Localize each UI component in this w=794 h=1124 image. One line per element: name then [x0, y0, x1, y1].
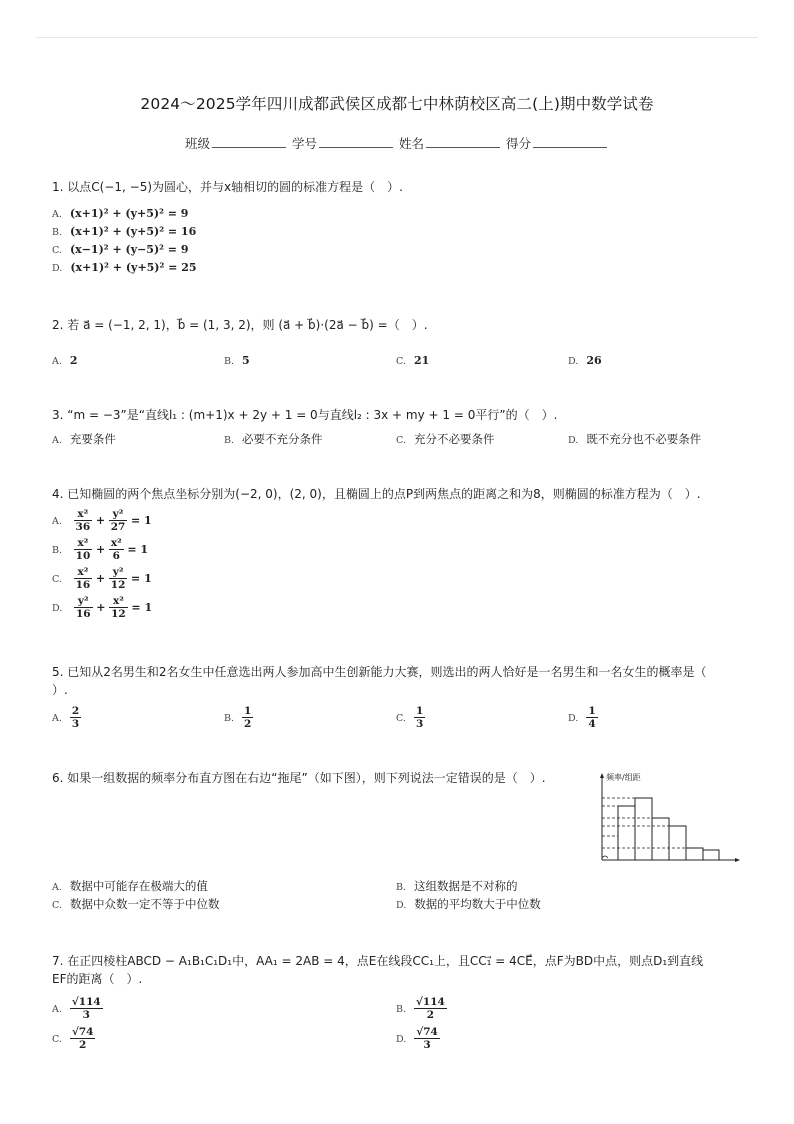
number-label: 学号	[291, 136, 317, 151]
q1-option-c-label: C.	[52, 245, 62, 256]
q5-stem-line1: 5. 已知从2名男生和2名女生中任意选出两人参加高中生创新能力大赛，则选出的两人恰好是一名男生和一名女生的概率是（	[52, 665, 707, 679]
q1-stem: 1. 以点C(−1, −5)为圆心，并与x轴相切的圆的标准方程是（ ）.	[52, 180, 403, 194]
q5-c-num: 1	[415, 705, 424, 717]
q6-option-d-text: 数据的平均数大于中位数	[414, 897, 541, 911]
q4-b-frac1	[74, 537, 93, 562]
q5-d-den: 4	[588, 718, 596, 730]
name-label: 姓名	[398, 136, 424, 151]
q7-b-frac	[414, 996, 447, 1021]
axis-break-mark	[602, 856, 608, 858]
q4-d-frac1-den: 16	[75, 608, 91, 620]
q7-a-den: 3	[82, 1009, 90, 1021]
histogram-bar	[703, 850, 719, 860]
q4-option-d	[52, 595, 152, 620]
q7-stem-line1: 7. 在正四棱柱ABCD − A₁B₁C₁D₁中，AA₁ = 2AB = 4，点E在线段CC₁上，且CC₁⃗ = 4CE⃗，点F为BD中点，则点D₁到直线	[52, 954, 704, 968]
q6-option-d	[396, 896, 541, 914]
q2-option-a-text: 2	[69, 354, 78, 367]
q4-c-frac1-num: x²	[74, 566, 93, 579]
class-label: 班级	[184, 136, 210, 151]
score-label: 得分	[505, 136, 531, 151]
q5-option-c-label: C.	[396, 713, 406, 724]
q7-c-den: 2	[79, 1039, 87, 1051]
q1-option-b-label: B.	[52, 227, 63, 238]
q3-option-d	[568, 431, 701, 449]
q7-d-frac	[414, 1026, 440, 1051]
q5-c-frac	[414, 705, 425, 730]
histogram-ylabel: 频率/组距	[606, 773, 641, 782]
q5-option-b-label: B.	[224, 713, 235, 724]
histogram-bar	[652, 818, 669, 860]
q4-c-frac2	[109, 566, 128, 591]
q5-option-a	[52, 705, 81, 730]
q5-d-num: 1	[588, 705, 596, 717]
q4-option-c	[52, 566, 152, 591]
q5-option-c	[396, 705, 425, 730]
q2-option-b	[224, 352, 250, 370]
q3-option-c-text: 充分不必要条件	[413, 432, 495, 446]
q4-c-frac2-den: 12	[110, 579, 126, 591]
number-blank[interactable]	[319, 135, 393, 148]
histogram-bar	[669, 826, 686, 860]
q4-option-d-label: D.	[52, 603, 63, 614]
q2-option-c	[396, 352, 429, 370]
q2-option-b-label: B.	[224, 356, 235, 367]
q5-option-d	[568, 705, 598, 730]
q5-a-den: 3	[71, 718, 80, 730]
q4-option-c-label: C.	[52, 574, 62, 585]
q4-d-frac1-num: y²	[74, 595, 93, 608]
q4-a-frac1	[74, 508, 93, 533]
q4-c-frac2-num: y²	[109, 566, 128, 579]
page-title: 2024～2025学年四川成都武侯区成都七中林荫校区高二(上)期中数学试卷	[140, 95, 654, 113]
q1-option-d-label: D.	[52, 263, 63, 274]
q7-option-d-label: D.	[396, 1034, 407, 1045]
histogram-bar	[686, 848, 703, 860]
q2-option-c-label: C.	[396, 356, 406, 367]
q6-option-a-label: A.	[52, 882, 62, 893]
q3-option-c-label: C.	[396, 435, 406, 446]
q4-a-frac1-num: x²	[74, 508, 93, 521]
q6-option-c-label: C.	[52, 900, 62, 911]
q3-option-d-text: 既不充分也不必要条件	[586, 432, 702, 446]
q1-option-a	[52, 205, 188, 223]
q7-d-den: 3	[423, 1039, 431, 1051]
q6-option-c-text: 数据中众数一定不等于中位数	[69, 897, 220, 911]
q4-b-frac1-den: 10	[75, 550, 91, 562]
q2-option-c-text: 21	[413, 354, 430, 367]
q7-d-num: √74	[416, 1026, 438, 1038]
q7-b-num: √114	[416, 996, 445, 1008]
q7-option-a-label: A.	[52, 1004, 62, 1015]
q3-option-b-label: B.	[224, 435, 235, 446]
q6-option-b-label: B.	[396, 882, 407, 893]
q4-a-rhs: = 1	[130, 514, 152, 527]
score-blank[interactable]	[533, 135, 607, 148]
student-info-line	[0, 134, 794, 152]
q4-d-frac1	[74, 595, 93, 620]
plus-sign: +	[95, 572, 106, 585]
q5-b-den: 2	[244, 718, 252, 730]
q3-option-a-label: A.	[52, 435, 62, 446]
q2-option-b-text: 5	[242, 354, 250, 367]
q1-option-d	[52, 259, 197, 277]
q7-option-a	[52, 996, 103, 1021]
q7-option-b-label: B.	[396, 1004, 407, 1015]
q5-option-d-label: D.	[568, 713, 579, 724]
q6-option-b	[396, 878, 518, 896]
q4-b-frac2-den: 6	[112, 550, 120, 562]
q6-option-d-label: D.	[396, 900, 407, 911]
q3-option-b	[224, 431, 323, 449]
q4-option-a-label: A.	[52, 516, 62, 527]
q3-stem: 3. “m = −3”是“直线l₁ : (m+1)x + 2y + 1 = 0与直线l₂ : 3x + my + 1 = 0平行”的（ ）.	[52, 408, 558, 422]
q2-option-d	[568, 352, 602, 370]
q2-option-a-label: A.	[52, 356, 62, 367]
plus-sign: +	[95, 543, 106, 556]
q7-a-num: √114	[71, 996, 101, 1008]
q7-b-den: 2	[426, 1009, 435, 1021]
q4-b-frac2-num: x²	[110, 537, 122, 549]
histogram-x-arrow	[735, 858, 740, 862]
q1-option-c-text: (x−1)² + (y−5)² = 9	[69, 243, 189, 256]
q4-b-rhs: = 1	[127, 543, 149, 556]
q5-a-num: 2	[71, 705, 80, 717]
q2-option-a	[52, 352, 78, 370]
q4-a-frac1-den: 36	[75, 521, 91, 533]
q4-a-frac2-den: 27	[110, 521, 126, 533]
q7-option-c	[52, 1026, 95, 1051]
q5-b-frac	[242, 705, 253, 730]
q4-c-rhs: = 1	[131, 572, 152, 585]
q3-option-c	[396, 431, 494, 449]
histogram-figure	[596, 770, 746, 874]
q2-option-d-text: 26	[586, 354, 602, 367]
q5-option-a-label: A.	[52, 713, 62, 724]
q4-option-a	[52, 508, 152, 533]
q4-option-b	[52, 537, 148, 562]
q6-option-c	[52, 896, 219, 914]
q3-option-b-text: 必要不充分条件	[242, 432, 323, 446]
q5-c-den: 3	[415, 718, 424, 730]
q3-option-d-label: D.	[568, 435, 579, 446]
q4-d-frac2-den: 12	[111, 608, 126, 620]
top-divider	[36, 37, 758, 38]
q7-option-b	[396, 996, 447, 1021]
q7-c-num: √74	[71, 1026, 94, 1038]
q4-stem: 4. 已知椭圆的两个焦点坐标分别为(−2, 0)，(2, 0)，且椭圆上的点P到两焦点的距离之和为8，则椭圆的标准方程为（ ）.	[52, 487, 701, 501]
histogram-bar	[635, 798, 652, 860]
q5-a-frac	[70, 705, 81, 730]
name-blank[interactable]	[426, 135, 500, 148]
histogram-svg	[596, 770, 746, 870]
q1-option-d-text: (x+1)² + (y+5)² = 25	[70, 261, 197, 274]
q7-c-frac	[70, 1026, 96, 1051]
q1-option-b-text: (x+1)² + (y+5)² = 16	[70, 225, 197, 238]
q4-a-frac2	[109, 508, 128, 533]
plus-sign: +	[96, 601, 106, 614]
q3-option-a	[52, 431, 116, 449]
q2-stem: 2. 若 a⃗ = (−1, 2, 1)，b⃗ = (1, 3, 2)，则 (a⃗ + b⃗)·(2a⃗ − b⃗) =（ ）.	[52, 318, 428, 332]
class-blank[interactable]	[212, 135, 286, 148]
q1-option-b	[52, 223, 196, 241]
q7-stem-line2: EF的距离（ ）.	[52, 972, 143, 986]
q4-option-b-label: B.	[52, 545, 63, 556]
q7-option-c-label: C.	[52, 1034, 62, 1045]
plus-sign: +	[95, 514, 106, 527]
q4-b-frac1-num: x²	[74, 537, 93, 550]
histogram-y-arrow	[600, 773, 604, 778]
q5-b-num: 1	[244, 705, 252, 717]
q4-d-rhs: = 1	[131, 601, 153, 614]
q6-option-a	[52, 878, 208, 896]
q6-stem: 6. 如果一组数据的频率分布直方图在右边“拖尾”（如下图），则下列说法一定错误的是（ ）.	[52, 771, 546, 785]
q7-option-d	[396, 1026, 440, 1051]
q4-a-frac2-num: y²	[109, 508, 128, 521]
q4-d-frac2	[109, 595, 128, 620]
q4-b-frac2	[109, 537, 124, 562]
q6-option-a-text: 数据中可能存在极端大的值	[69, 879, 208, 893]
q4-c-frac1-den: 16	[75, 579, 91, 591]
q5-d-frac	[586, 705, 597, 730]
q1-option-c	[52, 241, 189, 259]
q7-a-frac	[70, 996, 103, 1021]
q5-option-b	[224, 705, 253, 730]
q5-stem-line2: ）.	[52, 683, 68, 697]
q1-option-a-text: (x+1)² + (y+5)² = 9	[69, 207, 189, 220]
q3-option-a-text: 充要条件	[69, 432, 116, 446]
q4-d-frac2-num: x²	[109, 595, 128, 608]
histogram-bar	[618, 806, 635, 860]
q1-option-a-label: A.	[52, 209, 62, 220]
q4-c-frac1	[74, 566, 93, 591]
q2-option-d-label: D.	[568, 356, 579, 367]
q6-option-b-text: 这组数据是不对称的	[414, 879, 518, 893]
